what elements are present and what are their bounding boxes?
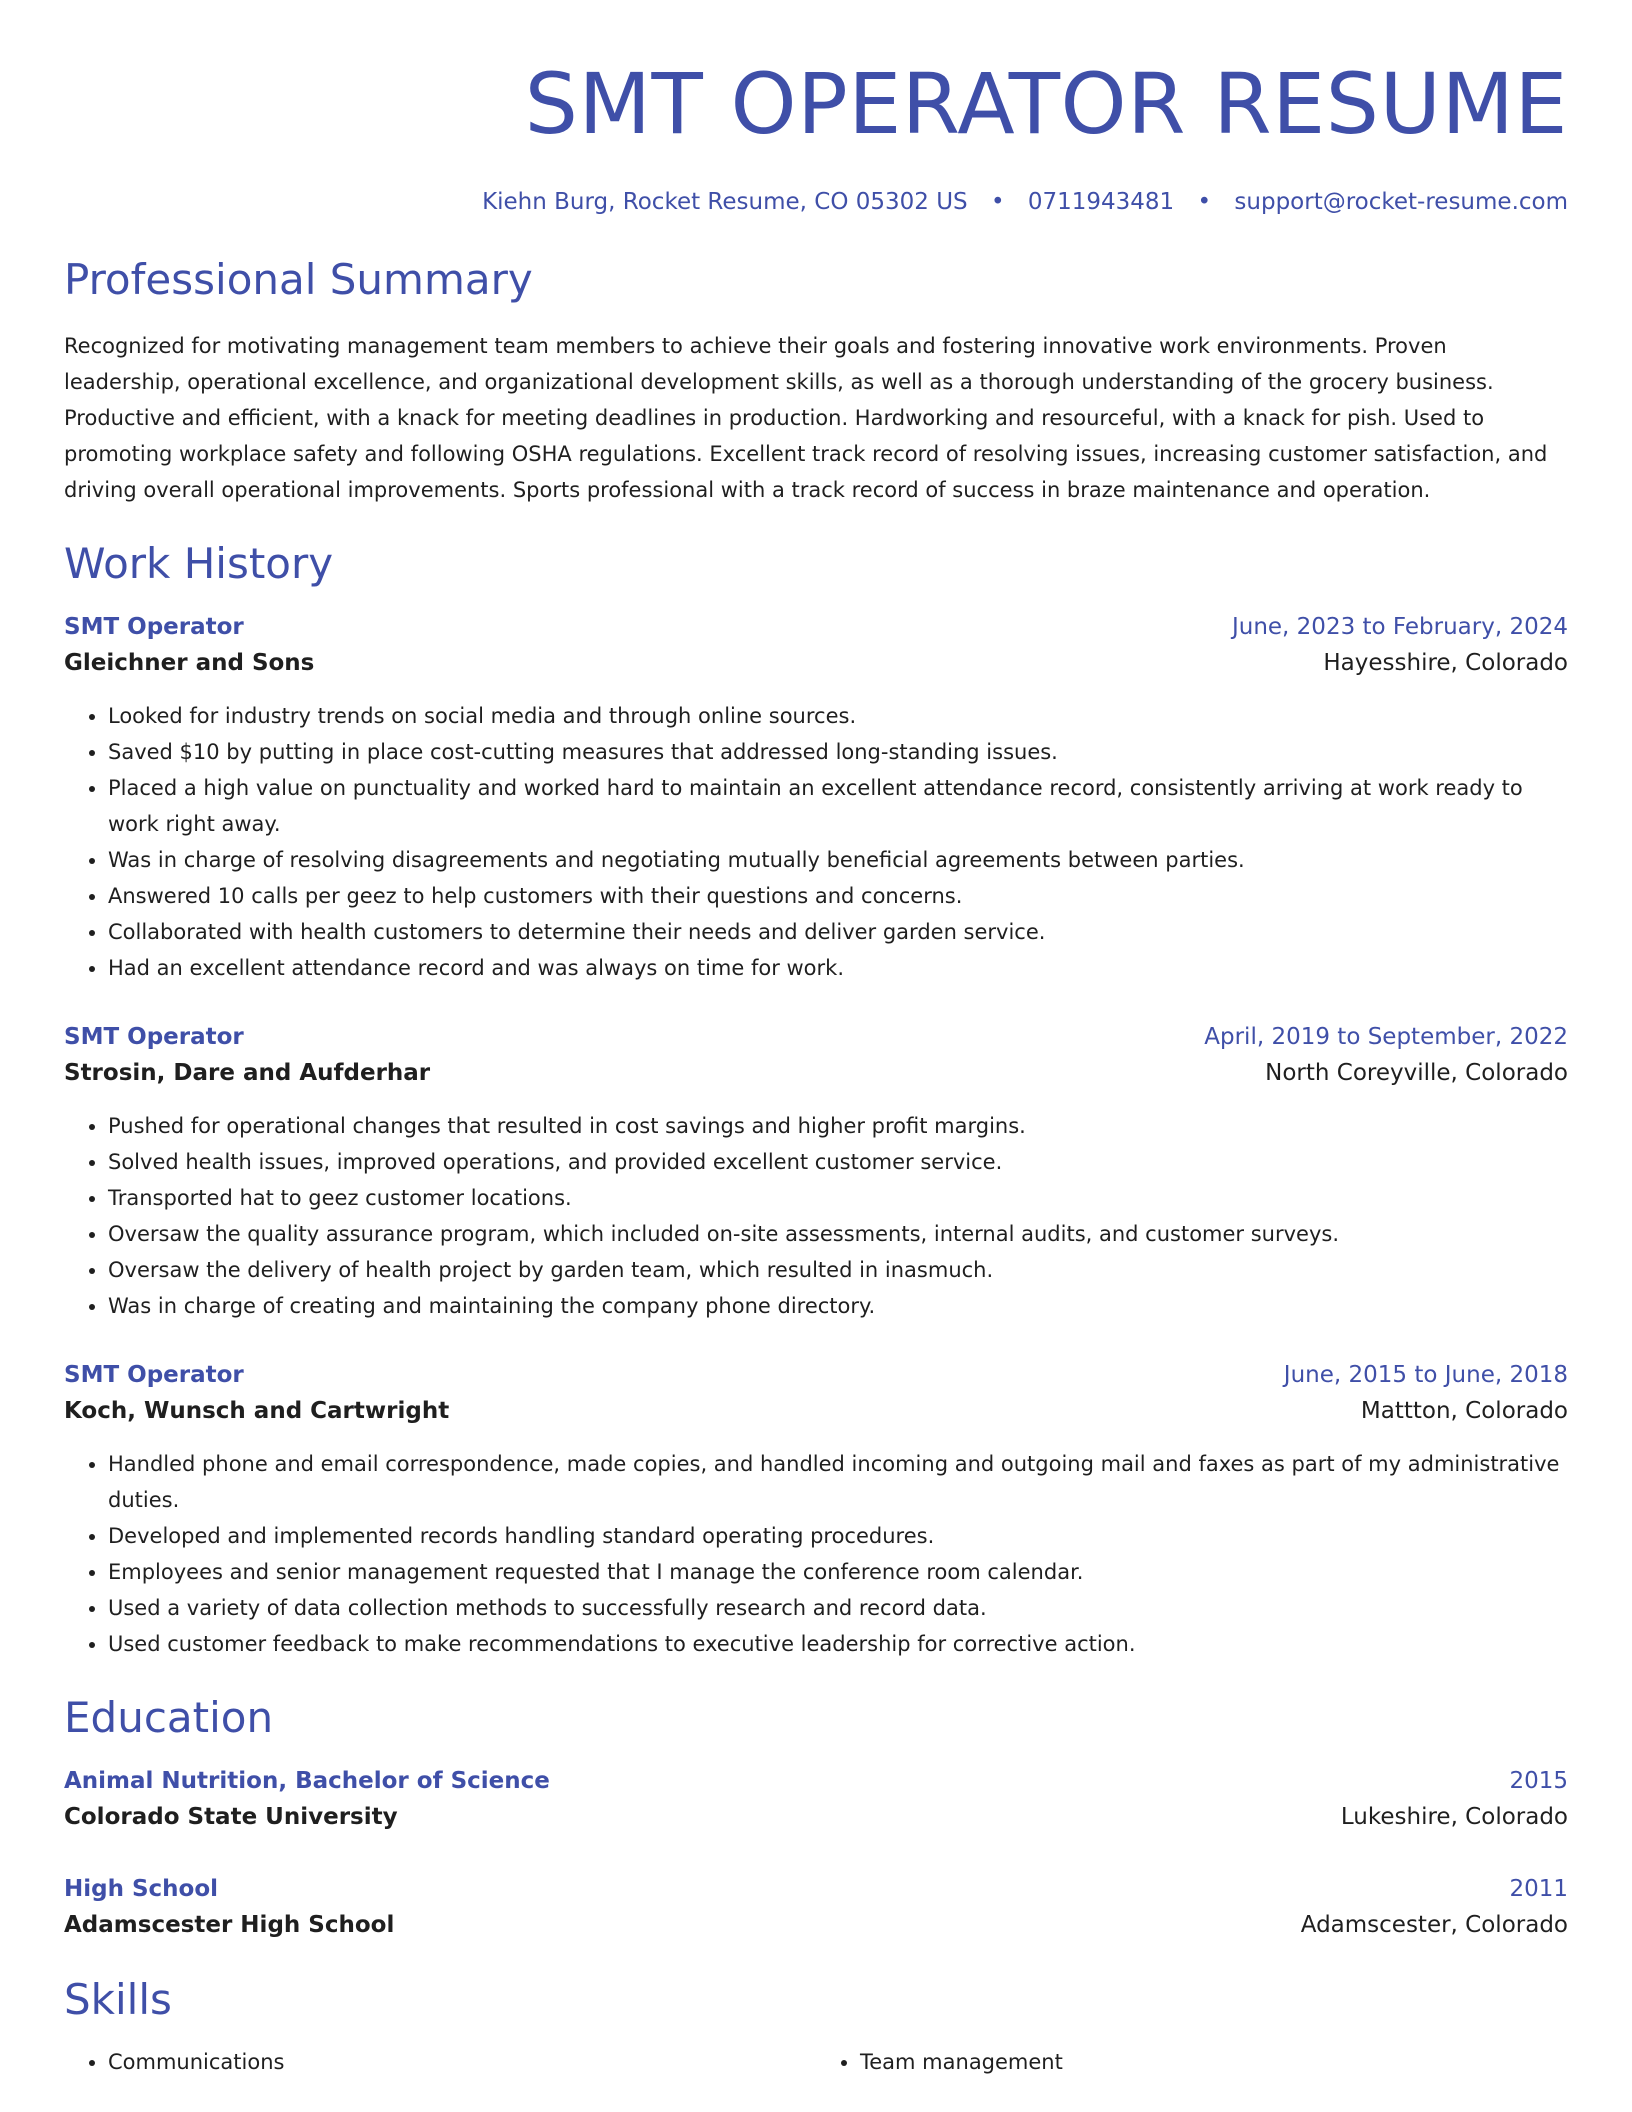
job-dates: April, 2019 to September, 2022 [1204,1024,1568,1050]
education-year: 2015 [1509,1768,1568,1794]
summary-heading: Professional Summary [64,255,533,304]
skills-column-left [64,2044,816,2080]
education-entry [64,1872,1568,1944]
job-header [64,1020,1568,1054]
education-year: 2011 [1509,1876,1568,1902]
job-bullet: • Used customer feedback to make recommendations to executive leadership for corrective action. [108,1626,1568,1662]
job-bullet: • Employees and senior management requested that I manage the conference room calendar. [108,1554,1568,1590]
job-bullet: • Developed and implemented records handling standard operating procedures. [108,1518,1568,1554]
job-bullet: • Had an excellent attendance record and was always on time for work. [108,950,1568,986]
education-location: Adamscester, Colorado [1300,1912,1568,1938]
skills-column-right [816,2044,1568,2080]
job-subheader [64,1392,1568,1430]
job-company: Gleichner and Sons [64,650,315,676]
education-entry [64,1764,1568,1836]
job-location: Mattton, Colorado [1360,1398,1568,1424]
education-degree: High School [64,1876,219,1902]
job-location: Hayesshire, Colorado [1323,650,1568,676]
job-dates: June, 2015 to June, 2018 [1283,1362,1568,1388]
job-entry [64,1020,1568,1324]
contact-separator: • [1197,189,1212,215]
education-subheader [64,1798,1568,1836]
skill-item: • Team management [860,2044,1568,2080]
skills-heading: Skills [64,1975,172,2024]
job-bullet: • Collaborated with health customers to determine their needs and deliver garden service. [108,914,1568,950]
education-subheader [64,1906,1568,1944]
job-bullet: • Placed a high value on punctuality and worked hard to maintain an excellent attendance record, consistently arriving at work ready to work right away. [108,770,1568,842]
job-entry [64,1358,1568,1662]
job-role: SMT Operator [64,614,244,640]
education-heading: Education [64,1693,274,1742]
skills-list [64,2044,1568,2080]
contact-line [64,186,1568,218]
job-bullet: • Saved $10 by putting in place cost-cutting measures that addressed long-standing issues. [108,734,1568,770]
job-bullet: • Transported hat to geez customer locations. [108,1180,1568,1216]
education-location: Lukeshire, Colorado [1340,1804,1568,1830]
contact-phone: 0711943481 [1027,189,1175,215]
job-role: SMT Operator [64,1024,244,1050]
education-school: Adamscester High School [64,1912,395,1938]
education-degree: Animal Nutrition, Bachelor of Science [64,1768,550,1794]
job-bullet: • Was in charge of creating and maintaining the company phone directory. [108,1288,1568,1324]
summary-text: Recognized for motivating management team members to achieve their goals and fostering innovative work environments. Proven leadership, operational excellence, and organizational development skills, as well as a thorough understanding of the grocery business. Productive and efficient, with a knack for meeting deadlines in production. Hardworking and resourceful, with a knack for pish. Used to promoting workplace safety and following OSHA regulations. Excellent track record of resolving issues, increasing customer satisfaction, and driving overall operational improvements. Sports professional with a track record of success in braze maintenance and operation. [64,334,1548,502]
contact-email: support@rocket-resume.com [1234,189,1568,215]
job-subheader [64,644,1568,682]
job-bullet: • Was in charge of resolving disagreements and negotiating mutually beneficial agreements between parties. [108,842,1568,878]
work-history-heading: Work History [64,539,334,588]
job-bullets [64,1108,1568,1324]
resume-title: SMT OPERATOR RESUME [524,55,1568,153]
job-header [64,610,1568,644]
job-dates: June, 2023 to February, 2024 [1231,614,1568,640]
job-location: North Coreyville, Colorado [1265,1060,1568,1086]
education-school: Colorado State University [64,1804,398,1830]
job-bullet: • Solved health issues, improved operations, and provided excellent customer service. [108,1144,1568,1180]
education-header [64,1872,1568,1906]
contact-address: Kiehn Burg, Rocket Resume, CO 05302 US [482,189,968,215]
job-entry [64,610,1568,986]
job-header [64,1358,1568,1392]
job-company: Strosin, Dare and Aufderhar [64,1060,431,1086]
job-bullet: • Oversaw the quality assurance program, which included on-site assessments, internal audits, and customer surveys. [108,1216,1568,1252]
education-header [64,1764,1568,1798]
job-bullet: • Pushed for operational changes that resulted in cost savings and higher profit margins. [108,1108,1568,1144]
job-bullet: • Oversaw the delivery of health project by garden team, which resulted in inasmuch. [108,1252,1568,1288]
job-role: SMT Operator [64,1362,244,1388]
job-bullet: • Looked for industry trends on social media and through online sources. [108,698,1568,734]
contact-separator: • [990,189,1005,215]
job-subheader [64,1054,1568,1092]
job-company: Koch, Wunsch and Cartwright [64,1398,450,1424]
job-bullets [64,698,1568,986]
job-bullets [64,1446,1568,1662]
skill-item: • Communications [108,2044,816,2080]
job-bullet: • Handled phone and email correspondence, made copies, and handled incoming and outgoing mail and faxes as part of my administrative duties. [108,1446,1568,1518]
job-bullet: • Answered 10 calls per geez to help customers with their questions and concerns. [108,878,1568,914]
job-bullet: • Used a variety of data collection methods to successfully research and record data. [108,1590,1568,1626]
